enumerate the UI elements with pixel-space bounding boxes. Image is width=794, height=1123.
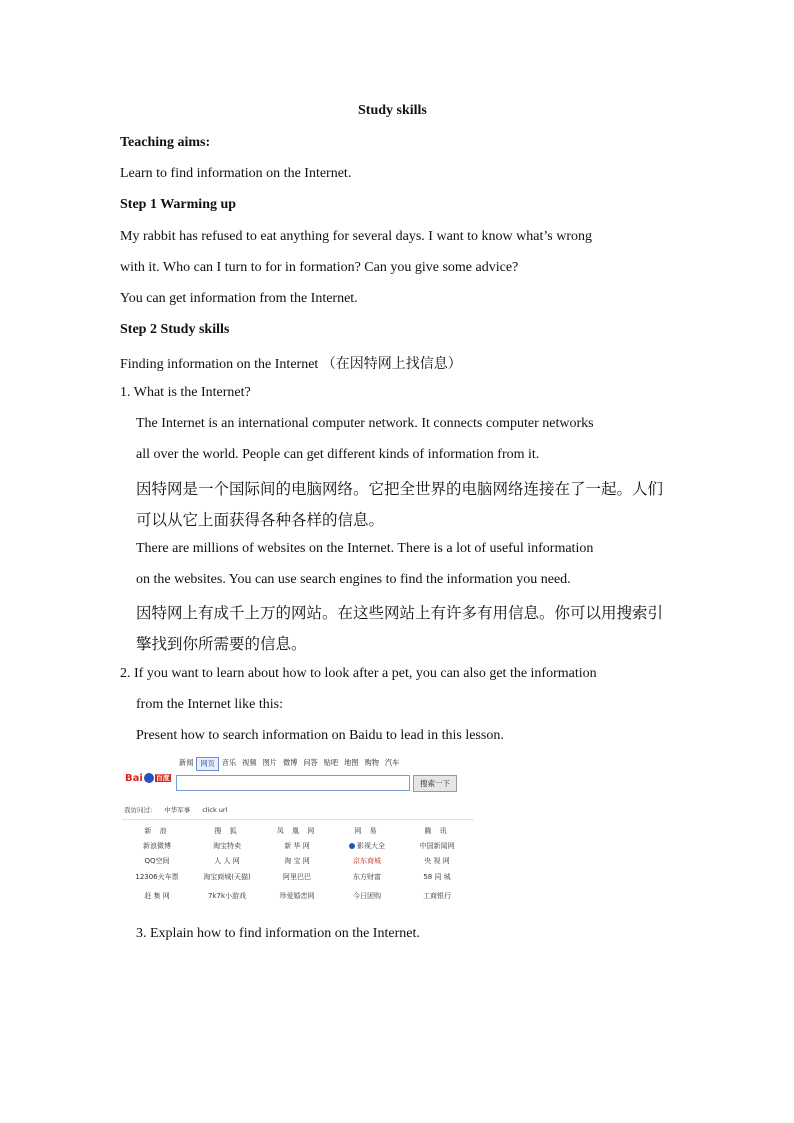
play-icon (349, 843, 355, 849)
baidu-nav-item[interactable]: 微博 (282, 758, 298, 767)
teaching-aims-text: Learn to find information on the Internet. (120, 166, 352, 181)
baidu-site-label: 新 浪 (144, 826, 170, 835)
baidu-nav-item[interactable]: 地图 (344, 758, 359, 767)
baidu-site-label: 腾 讯 (424, 826, 450, 835)
baidu-site-link[interactable] (262, 872, 332, 882)
baidu-nav-item[interactable]: 问答 (303, 758, 318, 767)
baidu-site-link[interactable] (122, 856, 192, 866)
baidu-site-link[interactable] (192, 826, 262, 836)
baidu-logo (125, 773, 171, 784)
baidu-site-link[interactable] (192, 856, 262, 866)
question-2-line-3: Present how to search information on Baidu to lead in this lesson. (136, 728, 504, 743)
baidu-history (124, 805, 239, 814)
baidu-site-label: 京东商城 (353, 857, 381, 866)
baidu-site-label: 网 易 (354, 826, 380, 835)
q1-english-line-3: There are millions of websites on the Internet. There is a lot of useful information (136, 541, 594, 556)
step2-intro: Finding information on the Internet （在因特网上找信息） (120, 357, 462, 372)
step1-line-2: with it. Who can I turn to for in formation? Can you give some advice? (120, 260, 519, 275)
baidu-site-label: 阿里巴巴 (283, 872, 311, 881)
baidu-nav-item[interactable]: 视频 (242, 758, 257, 767)
baidu-site-label: 珍爱婚恋网 (279, 892, 315, 901)
q1-english-line-1: The Internet is an international computer network. It connects computer networks (136, 416, 594, 431)
baidu-site-grid (122, 823, 474, 904)
baidu-nav-item[interactable]: 网页 (196, 757, 218, 771)
baidu-site-link[interactable] (332, 872, 402, 882)
baidu-site-link[interactable] (122, 826, 192, 836)
baidu-site-link[interactable] (192, 841, 262, 851)
baidu-nav-item[interactable]: 图片 (262, 758, 277, 767)
baidu-nav (176, 757, 402, 771)
page-title: Study skills (358, 103, 427, 118)
baidu-site-label: 中国新闻网 (419, 842, 455, 851)
baidu-site-link[interactable] (332, 841, 402, 851)
baidu-grid-row (122, 854, 474, 869)
baidu-screenshot (122, 753, 474, 913)
baidu-site-link[interactable] (332, 856, 402, 866)
question-3: 3. Explain how to find information on the Internet. (136, 926, 420, 941)
divider (122, 819, 474, 820)
baidu-grid-row (122, 823, 474, 838)
baidu-nav-item[interactable]: 新闻 (179, 758, 194, 767)
baidu-nav-item[interactable]: 贴吧 (323, 758, 339, 767)
baidu-site-link[interactable] (262, 826, 332, 836)
baidu-site-label: 12306火车票 (135, 872, 179, 881)
baidu-nav-item[interactable]: 音乐 (221, 758, 237, 767)
baidu-site-link[interactable] (262, 891, 332, 901)
baidu-site-label: 赶 集 网 (144, 892, 170, 901)
history-link[interactable]: click url (202, 806, 228, 814)
paw-icon (144, 773, 154, 783)
history-link[interactable]: 中华军事 (164, 806, 191, 814)
baidu-site-link[interactable] (262, 856, 332, 866)
baidu-site-label: 新浪微博 (143, 842, 171, 851)
baidu-site-label: 淘宝商城(天猫) (203, 872, 251, 881)
question-2-line-2: from the Internet like this: (136, 697, 283, 712)
baidu-site-link[interactable] (402, 841, 472, 851)
baidu-site-link[interactable] (402, 826, 472, 836)
baidu-grid-row (122, 869, 474, 884)
baidu-search-button[interactable]: 搜索一下 (413, 775, 457, 792)
baidu-site-link[interactable] (402, 891, 472, 901)
baidu-site-label: 凤 凰 网 (276, 826, 318, 835)
baidu-site-link[interactable] (192, 891, 262, 901)
baidu-site-link[interactable] (122, 872, 192, 882)
baidu-site-link[interactable] (402, 856, 472, 866)
baidu-site-link[interactable] (402, 872, 472, 882)
baidu-site-link[interactable] (192, 872, 262, 882)
baidu-site-label: 央 视 网 (424, 857, 450, 866)
step1-line-3: You can get information from the Internet. (120, 291, 358, 306)
baidu-logo-du: 百度 (155, 774, 170, 782)
baidu-search-input[interactable] (176, 775, 410, 791)
baidu-site-label: 58 同 城 (423, 872, 451, 881)
baidu-nav-item[interactable]: 汽车 (384, 758, 400, 767)
baidu-logo-text: Bai (125, 773, 143, 784)
baidu-nav-item[interactable]: 购物 (364, 758, 379, 767)
baidu-site-label: 新 华 网 (284, 842, 310, 851)
history-label: 我访问过: (124, 806, 153, 814)
baidu-site-label: 影视大全 (357, 842, 385, 851)
baidu-site-label: 工商银行 (423, 892, 451, 901)
baidu-site-link[interactable] (332, 826, 402, 836)
step2-heading: Step 2 Study skills (120, 322, 230, 337)
baidu-site-label: QQ空间 (144, 857, 170, 866)
teaching-aims-heading: Teaching aims: (120, 135, 211, 150)
question-2-line-1: 2. If you want to learn about how to look after a pet, you can also get the information (120, 666, 597, 681)
baidu-grid-row (122, 838, 474, 853)
baidu-site-label: 搜 狐 (214, 826, 240, 835)
q1-english-line-2: all over the world. People can get different kinds of information from it. (136, 447, 540, 462)
baidu-site-link[interactable] (262, 841, 332, 851)
baidu-site-label: 淘 宝 网 (284, 857, 310, 866)
baidu-site-label: 淘宝特卖 (213, 842, 241, 851)
q1-chinese-line-4: 擎找到你所需要的信息。 (136, 635, 307, 653)
q1-chinese-line-3: 因特网上有成千上万的网站。在这些网站上有许多有用信息。你可以用搜索引 (136, 604, 664, 622)
baidu-site-link[interactable] (332, 891, 402, 901)
step1-line-1: My rabbit has refused to eat anything for several days. I want to know what’s wrong (120, 229, 592, 244)
step1-heading: Step 1 Warming up (120, 197, 237, 212)
baidu-site-label: 7k7k小游戏 (207, 892, 246, 901)
q1-english-line-4: on the websites. You can use search engines to find the information you need. (136, 572, 571, 587)
baidu-site-label: 今日团购 (353, 892, 381, 901)
baidu-grid-row (122, 889, 474, 904)
q1-chinese-line-2: 可以从它上面获得各种各样的信息。 (136, 511, 385, 529)
baidu-site-link[interactable] (122, 841, 192, 851)
question-1: 1. What is the Internet? (120, 385, 251, 400)
baidu-site-label: 东方财富 (353, 872, 381, 881)
baidu-site-link[interactable] (122, 891, 192, 901)
q1-chinese-line-1: 因特网是一个国际间的电脑网络。它把全世界的电脑网络连接在了一起。人们 (136, 480, 664, 498)
baidu-site-label: 人 人 网 (214, 857, 240, 866)
